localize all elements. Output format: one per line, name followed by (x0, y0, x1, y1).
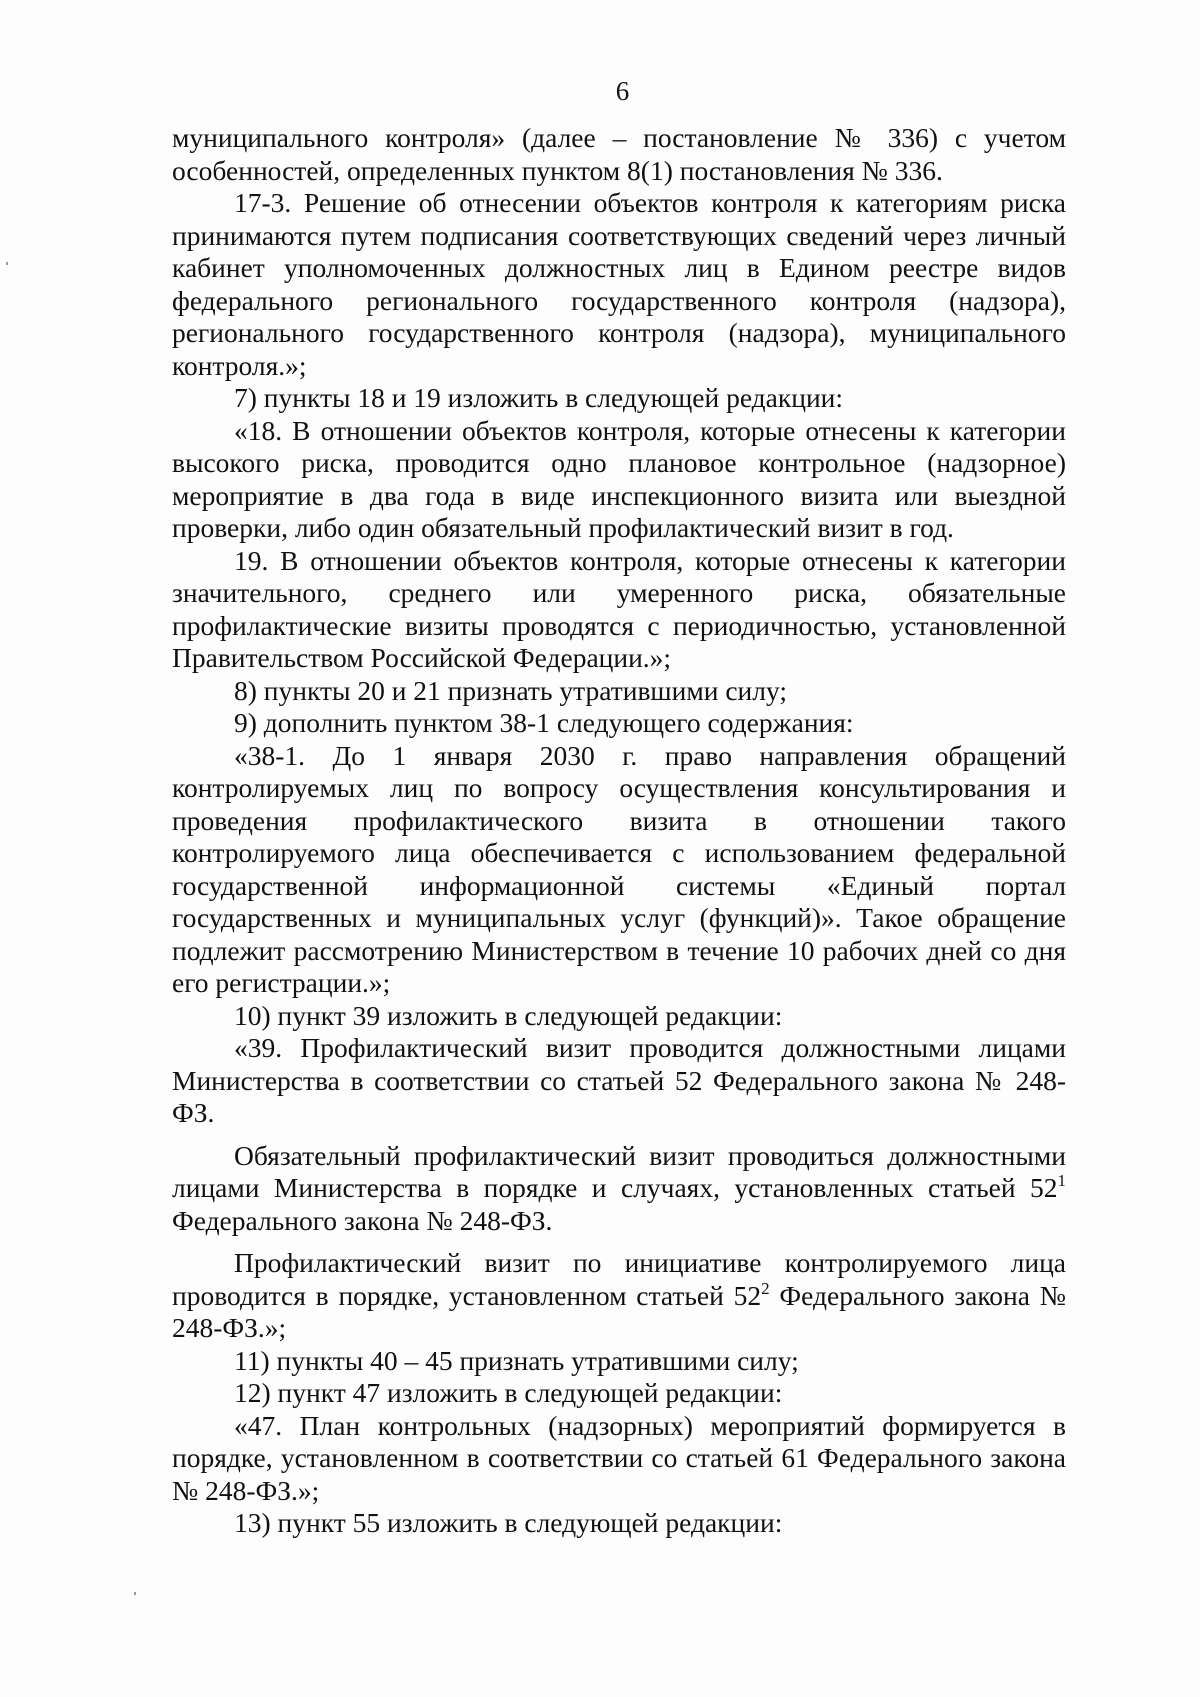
document-body (172, 122, 1066, 1540)
paragraph-text: Федерального закона № 248-ФЗ. (172, 1204, 553, 1236)
page-number: 6 (615, 76, 630, 106)
paragraph-18: «18. В отношении объектов контроля, которые отнесены к категории высокого риска, проводится одно плановое контрольное (надзорное) мероприятие в два года в виде инспекционного визита или выездной проверки, либо один обязательный профилактический визит в год. (172, 414, 1066, 543)
paragraph-17-3: 17-3. Решение об отнесении объектов контроля к категориям риска принимаются путем подписания соответствующих сведений через личный кабинет уполномоченных должностных лиц в Едином реестре видов федерального регионального государственного контроля (надзора), регионального государственного контроля (надзора), муниципального контроля.»; (172, 187, 1066, 381)
paragraph-item-8: 8) пункты 20 и 21 признать утратившими силу; (234, 674, 787, 706)
paragraph-text: Профилактический визит по инициативе контролируемого лица проводится в порядке, установленном статьей 52 (172, 1247, 1066, 1311)
paragraph-19: 19. В отношении объектов контроля, которые отнесены к категории значительного, среднего или умеренного риска, обязательные профилактические визиты проводятся с периодичностью, установленной Правительством Российской Федерации.»; (172, 544, 1066, 673)
scan-speck (6, 262, 8, 265)
paragraph-item-10: 10) пункт 39 изложить в следующей редакции: (234, 999, 783, 1031)
paragraph-continuation: муниципального контроля» (далее – постановление № 336) с учетом особенностей, определенных пунктом 8(1) постановления № 336. (172, 122, 1066, 186)
paragraph-initiative-visit (172, 1247, 1066, 1345)
superscript-2: 2 (761, 1278, 770, 1298)
paragraph-item-9: 9) дополнить пунктом 38-1 следующего содержания: (234, 707, 854, 738)
paragraph-item-13: 13) пункт 55 изложить в следующей редакции: (234, 1507, 783, 1538)
paragraph-item-7: 7) пункты 18 и 19 изложить в следующей редакции: (234, 382, 844, 413)
paragraph-item-12: 12) пункт 47 изложить в следующей редакции: (234, 1377, 783, 1408)
paragraph-text: Обязательный профилактический визит проводиться должностными лицами Министерства в порядке и случаях, установленных статьей 52 (172, 1139, 1066, 1203)
scan-speck (134, 1592, 136, 1595)
paragraph-38-1: «38-1. До 1 января 2030 г. право направления обращений контролируемых лиц по вопросу осуществления консультирования и проведения профилактического визита в отношении такого контролируемого лица обеспечивается с использованием федеральной государственной информационной системы «Единый портал государственных и муниципальных услуг (функций)». Такое обращение подлежит рассмотрению Министерством в течение 10 рабочих дней со дня его регистрации.»; (172, 739, 1066, 998)
paragraph-mandatory-visit (172, 1140, 1066, 1238)
paragraph-text: Федерального закона № 248-ФЗ.»; (172, 1279, 1067, 1343)
paragraph-47: «47. План контрольных (надзорных) мероприятий формируется в порядке, установленном в соответствии со статьей 61 Федерального закона № 248-ФЗ.»; (172, 1409, 1066, 1506)
paragraph-39: «39. Профилактический визит проводится должностными лицами Министерства в соответствии со статьей 52 Федерального закона № 248-ФЗ. (172, 1032, 1066, 1128)
paragraph-item-11: 11) пункты 40 – 45 признать утратившими силу; (234, 1344, 799, 1376)
superscript-1: 1 (1057, 1171, 1066, 1190)
